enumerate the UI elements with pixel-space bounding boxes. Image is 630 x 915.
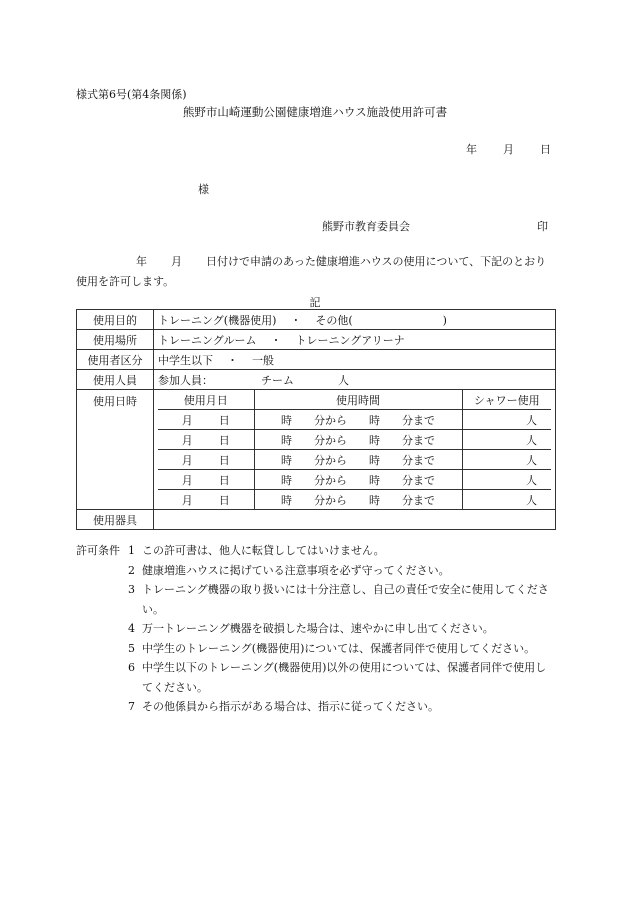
entry-time[interactable] bbox=[254, 470, 462, 490]
purpose-dot: ・ bbox=[290, 313, 302, 327]
permission-table bbox=[76, 309, 556, 530]
entry-shower[interactable] bbox=[462, 450, 551, 470]
entry-shower[interactable] bbox=[462, 470, 551, 490]
category-option-junior: 中学生以下 bbox=[158, 353, 213, 367]
schedule-header-date: 使用月日 bbox=[158, 390, 254, 410]
condition-text: 健康増進ハウスに掲げている注意事項を必ず守ってください。 bbox=[142, 563, 450, 577]
entry-time[interactable] bbox=[254, 450, 462, 470]
condition-number: 7 bbox=[128, 700, 135, 713]
day-unit: 日 bbox=[218, 413, 230, 427]
shower-person-unit: 人 bbox=[526, 433, 537, 447]
category-label: 使用者区分 bbox=[77, 350, 154, 370]
category-option-general: 一般 bbox=[252, 353, 274, 367]
shower-person-unit: 人 bbox=[526, 453, 537, 467]
date-month: 月 bbox=[503, 143, 514, 156]
category-row bbox=[77, 350, 556, 370]
entry-shower[interactable] bbox=[462, 430, 551, 450]
min-to-unit: 分まで bbox=[402, 433, 435, 447]
condition-number: 6 bbox=[128, 661, 135, 674]
conditions-heading: 許可条件 bbox=[76, 544, 120, 557]
place-label: 使用場所 bbox=[77, 330, 154, 350]
hour-from-unit: 時 bbox=[281, 453, 292, 467]
purpose-close: ) bbox=[442, 313, 447, 327]
hour-from-unit: 時 bbox=[281, 433, 292, 447]
schedule-entry-row bbox=[158, 430, 551, 450]
hour-from-unit: 時 bbox=[281, 413, 292, 427]
people-value[interactable] bbox=[154, 370, 556, 390]
ki-heading: 記 bbox=[309, 296, 321, 309]
month-unit: 月 bbox=[181, 493, 193, 507]
schedule-header-time: 使用時間 bbox=[254, 390, 462, 410]
date-year: 年 bbox=[466, 143, 477, 156]
condition-text: 中学生のトレーニング(機器使用)については、保護者同伴で使用してください。 bbox=[142, 641, 536, 655]
statement-text: 日付けで申請のあった健康増進ハウスの使用について、下記のとおり使用を許可します。 bbox=[76, 255, 547, 288]
month-unit: 月 bbox=[181, 433, 193, 447]
condition-number: 2 bbox=[128, 563, 135, 577]
entry-time[interactable] bbox=[254, 430, 462, 450]
schedule-row bbox=[77, 390, 556, 510]
equipment-value[interactable] bbox=[154, 510, 556, 530]
min-from-unit: 分から bbox=[314, 433, 347, 447]
condition-item bbox=[76, 580, 556, 619]
condition-text: 中学生以下のトレーニング(機器使用)以外の使用については、保護者同伴で使用してください。 bbox=[142, 661, 547, 694]
condition-number: 4 bbox=[128, 622, 135, 635]
day-unit: 日 bbox=[218, 493, 230, 507]
purpose-row bbox=[77, 310, 556, 330]
entry-shower[interactable] bbox=[462, 490, 551, 510]
condition-text: 万一トレーニング機器を破損した場合は、速やかに申し出てください。 bbox=[142, 622, 494, 635]
hour-from-unit: 時 bbox=[281, 473, 292, 487]
min-from-unit: 分から bbox=[314, 493, 347, 507]
equipment-label: 使用器具 bbox=[77, 510, 154, 530]
condition-item bbox=[76, 541, 556, 561]
schedule-entry-row bbox=[158, 450, 551, 470]
entry-date[interactable] bbox=[158, 490, 254, 510]
statement-month: 月 bbox=[171, 255, 182, 268]
issuer-name: 熊野市教育委員会 bbox=[322, 220, 410, 233]
condition-number: 5 bbox=[128, 641, 135, 655]
min-from-unit: 分から bbox=[314, 473, 347, 487]
month-unit: 月 bbox=[181, 473, 193, 487]
purpose-value[interactable] bbox=[154, 310, 556, 330]
addressee-suffix: 様 bbox=[198, 183, 209, 196]
min-to-unit: 分まで bbox=[402, 473, 435, 487]
min-to-unit: 分まで bbox=[402, 453, 435, 467]
month-unit: 月 bbox=[181, 413, 193, 427]
shower-person-unit: 人 bbox=[526, 493, 537, 507]
hour-to-unit: 時 bbox=[369, 413, 380, 427]
place-option-arena: トレーニングアリーナ bbox=[295, 333, 405, 347]
schedule-header-row bbox=[158, 390, 551, 410]
min-to-unit: 分まで bbox=[402, 413, 435, 427]
condition-number: 3 bbox=[128, 583, 135, 596]
date-day: 日 bbox=[540, 143, 551, 156]
entry-date[interactable] bbox=[158, 410, 254, 430]
schedule-table bbox=[158, 390, 551, 509]
condition-item bbox=[76, 561, 556, 581]
entry-time[interactable] bbox=[254, 410, 462, 430]
permission-conditions bbox=[76, 541, 556, 717]
person-unit: 人 bbox=[338, 373, 349, 387]
people-label: 使用人員 bbox=[77, 370, 154, 390]
schedule-entry-row bbox=[158, 410, 551, 430]
shower-person-unit: 人 bbox=[526, 473, 537, 487]
condition-item bbox=[76, 639, 556, 659]
hour-to-unit: 時 bbox=[369, 453, 380, 467]
entry-date[interactable] bbox=[158, 450, 254, 470]
equipment-row bbox=[77, 510, 556, 530]
issue-date bbox=[466, 141, 551, 157]
hour-from-unit: 時 bbox=[281, 493, 292, 507]
hour-to-unit: 時 bbox=[369, 493, 380, 507]
people-row bbox=[77, 370, 556, 390]
schedule-label: 使用日時 bbox=[77, 390, 154, 510]
condition-number: 1 bbox=[128, 544, 135, 557]
purpose-option-training: トレーニング(機器使用) bbox=[158, 313, 277, 327]
entry-shower[interactable] bbox=[462, 410, 551, 430]
condition-text: トレーニング機器の取り扱いには十分注意し、自己の責任で安全に使用してください。 bbox=[142, 583, 549, 616]
place-option-room: トレーニングルーム bbox=[158, 333, 257, 347]
min-to-unit: 分まで bbox=[402, 493, 435, 507]
hour-to-unit: 時 bbox=[369, 433, 380, 447]
schedule-entry-row bbox=[158, 470, 551, 490]
place-row bbox=[77, 330, 556, 350]
month-unit: 月 bbox=[181, 453, 193, 467]
category-value[interactable] bbox=[154, 350, 556, 370]
category-dot: ・ bbox=[227, 353, 238, 367]
purpose-label: 使用目的 bbox=[77, 310, 154, 330]
seal-mark: 印 bbox=[537, 220, 548, 233]
statement-year: 年 bbox=[136, 255, 147, 268]
condition-text: その他係員から指示がある場合は、指示に従ってください。 bbox=[142, 700, 439, 713]
min-from-unit: 分から bbox=[314, 453, 347, 467]
condition-item bbox=[76, 658, 556, 697]
place-dot: ・ bbox=[270, 333, 282, 347]
participants-label: 参加人員： bbox=[158, 373, 213, 387]
min-from-unit: 分から bbox=[314, 413, 347, 427]
entry-date[interactable] bbox=[158, 470, 254, 490]
day-unit: 日 bbox=[218, 433, 230, 447]
team-unit: チーム bbox=[261, 373, 294, 387]
day-unit: 日 bbox=[218, 473, 230, 487]
condition-item bbox=[76, 619, 556, 639]
document-title: 熊野市山崎運動公園健康増進ハウス施設使用許可書 bbox=[182, 105, 448, 119]
entry-date[interactable] bbox=[158, 430, 254, 450]
day-unit: 日 bbox=[218, 453, 230, 467]
condition-item bbox=[76, 697, 556, 717]
entry-time[interactable] bbox=[254, 490, 462, 510]
schedule-entry-row bbox=[158, 490, 551, 510]
form-number: 様式第6号(第4条関係) bbox=[76, 88, 187, 101]
shower-person-unit: 人 bbox=[526, 413, 537, 427]
hour-to-unit: 時 bbox=[369, 473, 380, 487]
schedule-cell bbox=[154, 390, 556, 510]
place-value[interactable] bbox=[154, 330, 556, 350]
purpose-option-other: その他( bbox=[315, 313, 353, 327]
permission-statement bbox=[76, 252, 556, 292]
condition-text: この許可書は、他人に転貸ししてはいけません。 bbox=[142, 544, 385, 557]
schedule-header-shower: シャワー使用 bbox=[462, 390, 551, 410]
